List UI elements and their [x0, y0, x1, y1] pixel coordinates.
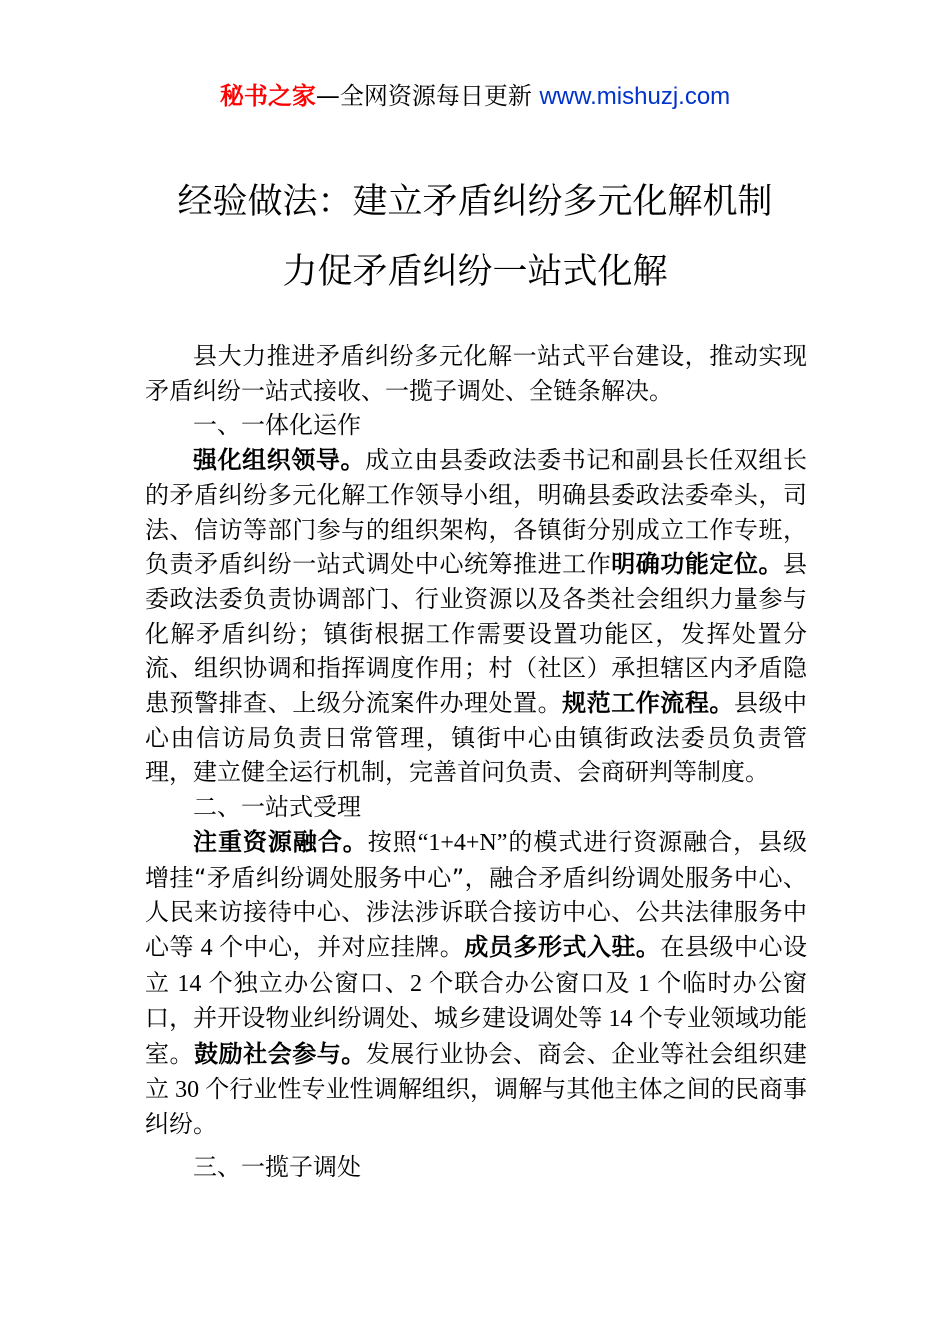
site-name: 秘书之家	[219, 82, 316, 110]
section2-number-2: 14	[170, 970, 209, 997]
section-heading-1: 一、一体化运作	[193, 411, 361, 440]
section2-text-2b: 个独立办公窗口、	[208, 968, 411, 997]
section2-text-1c: 个中心，并对应挂牌。	[219, 932, 465, 961]
section2-number-5: 14	[602, 1006, 639, 1033]
section2-model: “1+4+N”	[417, 829, 508, 856]
section1-text-2: 县委政法委负责协调部门、行业资源以及各类社会组织力量参与化解矛盾纠纷；镇街根据工作需要设置功能区，发挥处置分流、组织协调和指挥调度作用；村（社区）承担辖区内矛盾隐患预警排查、上级分流案件办理处置。	[145, 550, 808, 718]
section-heading-3: 三、一揽子调处	[193, 1153, 361, 1182]
section1-text-1: 成立由县委政法委书记和副县长任双组长的矛盾纠纷多元化解工作领导小组，明确县委政法委牵头，司法、信访等部门参与的组织架构，各镇街分别成立工作专班，负责矛盾纠纷一站式调处中心统筹推进工作	[145, 446, 808, 579]
section1-paragraph	[145, 443, 807, 790]
section1-text-3: 县级中心由信访局负责日常管理，镇街中心由镇街政法委员负责管理，建立健全运行机制，完善首问负责、会商研判等制度。	[145, 689, 808, 787]
document-title-line-1: 经验做法：建立矛盾纠纷多元化解机制	[177, 182, 773, 222]
intro-paragraph: 县大力推进矛盾纠纷多元化解一站式平台建设，推动实现矛盾纠纷一站式接收、一揽子调处、全链条解决。	[145, 342, 807, 405]
section2-text-3b: 个行业性专业性调解组织，调解与其他主体之间的民商事纠纷。	[145, 1074, 808, 1139]
section2-text-1b: 的模式进行资源融合，县级增挂“矛盾纠纷调处服务中心”，融合矛盾纠纷调处服务中心、人民来访接待中心、涉法涉诉联合接访中心、公共法律服务中心等	[145, 827, 808, 961]
section2-number-4: 1	[630, 970, 658, 997]
document-body	[145, 339, 807, 1185]
section2-text-3a: 发展行业协会、商会、企业等社会组织建立	[145, 1040, 808, 1103]
document-title-line-2: 力促矛盾纠纷一站式化解	[282, 252, 668, 292]
site-header	[0, 78, 950, 115]
section2-number-1: 4	[194, 934, 220, 961]
section2-lead-3: 鼓励社会参与。	[194, 1040, 366, 1069]
section1-lead-1: 强化组织领导。	[193, 446, 366, 475]
section2-lead-2: 成员多形式入驻。	[464, 932, 661, 961]
section2-lead-1: 注重资源融合。	[193, 827, 368, 856]
section2-number-6: 30	[169, 1076, 206, 1103]
section2-text-1a: 按照	[367, 827, 418, 856]
section2-paragraph	[145, 825, 807, 1142]
section2-text-2d: 个临时办公窗口，并开设物业纠纷调处、城乡建设调处等	[145, 968, 808, 1033]
section1-lead-2: 明确功能定位。	[611, 550, 784, 579]
section1-lead-3: 规范工作流程。	[562, 689, 734, 718]
section-heading-2: 二、一站式受理	[193, 793, 361, 822]
spacer	[145, 1142, 807, 1150]
site-tagline: —全网资源每日更新	[315, 82, 540, 110]
section2-text-2e: 个专业领域功能室。	[145, 1004, 808, 1069]
site-url-link[interactable]: www.mishuzj.com	[539, 83, 731, 110]
section2-number-3: 2	[410, 970, 430, 997]
section2-text-2c: 个联合办公窗口及	[429, 968, 631, 997]
section2-text-2a: 在县级中心设立	[145, 932, 808, 997]
